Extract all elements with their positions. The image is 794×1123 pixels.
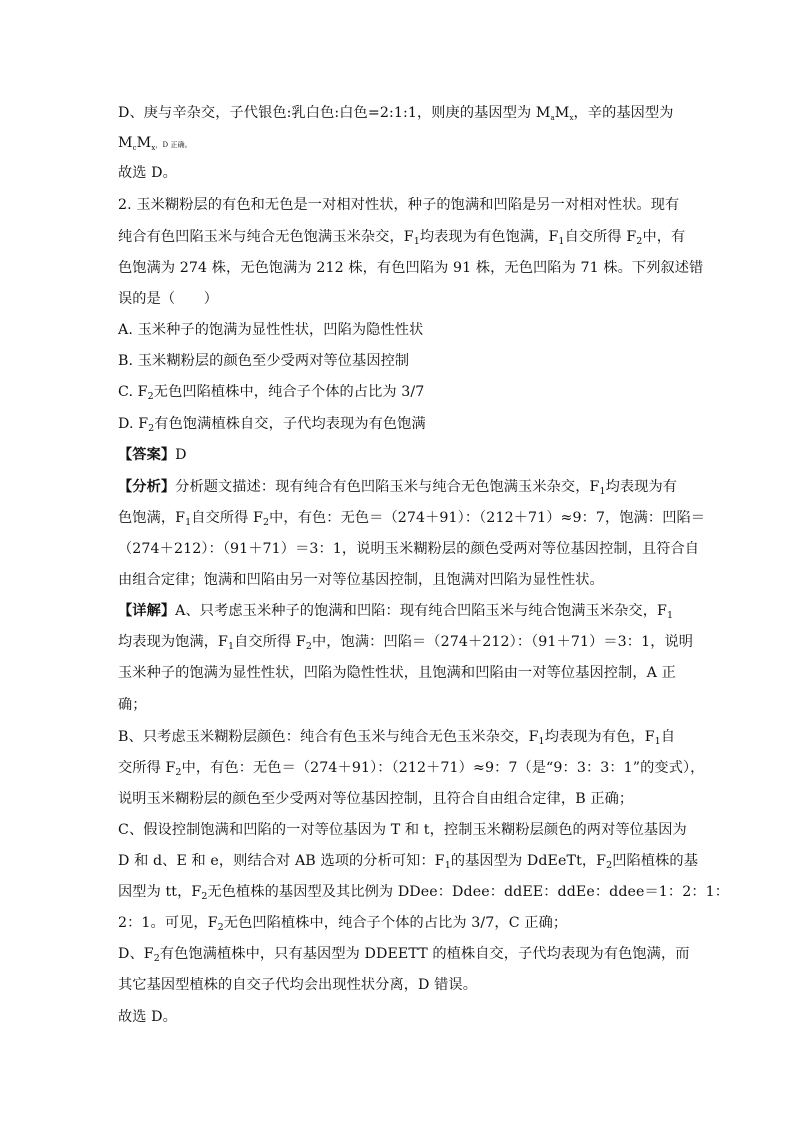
detail-b-line-3: 说明玉米糊粉层的颜色至少受两对等位基因控制，且符合自由组合定律，B 正确； bbox=[118, 791, 634, 807]
detail-b-line-1: B、只考虑玉米糊粉层颜色：纯合有色玉米与纯合无色玉米杂交，$F_1$均表现为有色，$F_1$自 bbox=[118, 729, 676, 747]
detail-c-line-3: 因型为 tt，$F_2$无色植株的基因型及其比例为 DDee：Ddee：ddEE：ddEe：ddee＝1：2：1： bbox=[118, 884, 730, 902]
detail-d-line-1: D、$F_2$有色饱满植株中，只有基因型为 DDEETT 的植株自交，子代均表现为有色饱满，而 bbox=[118, 946, 690, 964]
option-d: D. $F_2$有色饱满植株自交，子代均表现为有色饱满 bbox=[118, 416, 426, 434]
analysis-line-4: 由组合定律；饱满和凹陷由另一对等位基因控制，且饱满对凹陷为显性性状。 bbox=[118, 572, 604, 588]
detail-a-line-3: 玉米种子的饱满为显性性状，凹陷为隐性性状，且饱满和凹陷由一对等位基因控制，A 正 bbox=[118, 665, 676, 681]
analysis-line-3: （274＋212）：（91＋71）＝3：1，说明玉米糊粉层的颜色受两对等位基因控制，且符合自 bbox=[118, 541, 700, 557]
prev-option-d-line-1: D、庚与辛杂交，子代银色:乳白色:白色=2:1:1，则庚的基因型为 $M_aM_x$，辛的基因型为 bbox=[118, 105, 674, 122]
question-line-1: 2. 玉米糊粉层的有色和无色是一对相对性状，种子的饱满和凹陷是另一对相对性状。现有 bbox=[118, 197, 680, 213]
answer-value: D bbox=[175, 447, 187, 463]
detail-d-line-2: 其它基因型植株的自交子代均会出现性状分离，D 错误。 bbox=[118, 977, 477, 993]
answer-tag: 【答案】 bbox=[118, 447, 176, 463]
question-line-2: 纯合有色凹陷玉米与纯合无色饱满玉米杂交，$F_1$均表现为有色饱满，$F_1$自交所得 $F_2$中，有 bbox=[118, 229, 686, 247]
detail-a-line-1: 【详解】A、只考虑玉米种子的饱满和凹陷：现有纯合凹陷玉米与纯合饱满玉米杂交，$F_1$ bbox=[118, 603, 674, 621]
prev-conclusion: 故选 D。 bbox=[118, 165, 177, 181]
detail-a-line-4: 确； bbox=[118, 697, 147, 713]
analysis-line-1: 【分析】分析题文描述：现有纯合有色凹陷玉米与纯合无色饱满玉米杂交，$F_1$均表现为有 bbox=[118, 479, 678, 497]
analysis-tag: 【分析】 bbox=[118, 479, 176, 495]
option-b: B. 玉米糊粉层的颜色至少受两对等位基因控制 bbox=[118, 353, 410, 369]
detail-c-line-2: D 和 d、E 和 e，则结合对 AB 选项的分析可知：$F_1$的基因型为 DdEeTt，$F_2$凹陷植株的基 bbox=[118, 853, 698, 871]
detail-tag: 【详解】 bbox=[118, 603, 176, 619]
detail-c-line-1: C、假设控制饱满和凹陷的一对等位基因为 T 和 t，控制玉米糊粉层颜色的两对等位基因为 bbox=[118, 822, 687, 838]
detail-a-line-2: 均表现为饱满，$F_1$自交所得 $F_2$中，饱满：凹陷＝（274＋212）：（91＋71）＝3：1，说明 bbox=[118, 634, 694, 652]
option-c: C. $F_2$无色凹陷植株中，纯合子个体的占比为 3/7 bbox=[118, 384, 425, 402]
final-conclusion: 故选 D。 bbox=[118, 1009, 177, 1025]
detail-b-line-2: 交所得 $F_2$中，有色：无色＝（274＋91）：（212＋71）≈9：7（是“9：3：3：1”的变式）， bbox=[118, 760, 705, 778]
option-a: A. 玉米种子的饱满为显性性状，凹陷为隐性性状 bbox=[118, 322, 424, 338]
analysis-line-2: 色饱满，$F_1$自交所得 $F_2$中，有色：无色＝（274＋91）：（212＋71）≈9：7，饱满：凹陷＝ bbox=[118, 510, 706, 528]
detail-c-line-4: 2：1。可见，$F_2$无色凹陷植株中，纯合子个体的占比为 3/7，C 正确； bbox=[118, 915, 568, 933]
question-line-3: 色饱满为 274 株，无色饱满为 212 株，有色凹陷为 91 株，无色凹陷为 71 株。下列叙述错 bbox=[118, 260, 704, 276]
prev-option-d-line-2: $M_cM_x$，D 正确。 bbox=[118, 135, 192, 152]
question-line-4: 误的是（ ） bbox=[118, 291, 219, 307]
answer-line bbox=[118, 445, 678, 465]
